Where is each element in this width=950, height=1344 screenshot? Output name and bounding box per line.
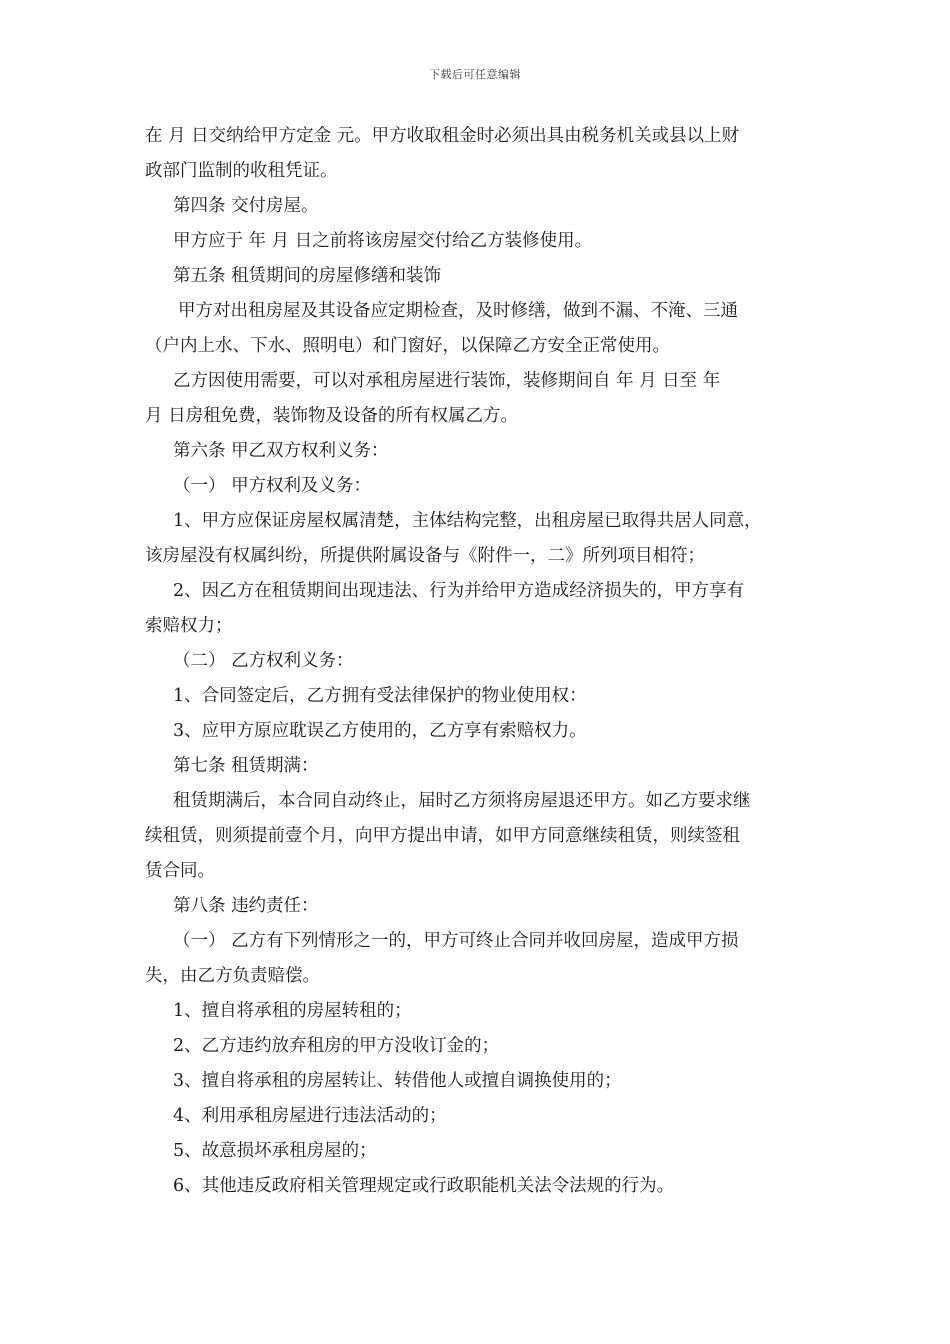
document-body xyxy=(145,119,810,1204)
document-line: （二） 乙方权利义务： xyxy=(173,651,354,671)
document-line: 月 日房租免费，装饰物及设备的所有权属乙方。 xyxy=(145,406,519,426)
document-line: 失，由乙方负责赔偿。 xyxy=(145,966,320,986)
document-line: 5、故意损坏承租房屋的； xyxy=(173,1141,377,1161)
document-line: 2、因乙方在租赁期间出现违法、行为并给甲方造成经济损失的，甲方享有 xyxy=(173,581,745,601)
document-line: 2、乙方违约放弃租房的甲方没收订金的； xyxy=(173,1036,500,1056)
document-line: 索赔权力； xyxy=(145,616,233,636)
document-line: 1、甲方应保证房屋权属清楚，主体结构完整，出租房屋已取得共居人同意， xyxy=(173,511,762,531)
document-line: 第八条 违约责任： xyxy=(173,896,319,916)
document-line: 租赁期满后，本合同自动终止，届时乙方须将房屋退还甲方。如乙方要求继 xyxy=(173,791,751,811)
document-line: 在 月 日交纳给甲方定金 元。甲方收取租金时必须出具由税务机关或县以上财 xyxy=(145,126,740,146)
document-line: 赁合同。 xyxy=(145,861,215,881)
document-line: 甲方对出租房屋及其设备应定期检查，及时修缮，做到不漏、不淹、三通 xyxy=(178,301,738,321)
document-line: 第七条 租赁期满： xyxy=(173,756,319,776)
document-line: 乙方因使用需要，可以对承租房屋进行装饰，装修期间自 年 月 日至 年 xyxy=(173,371,721,391)
document-line: 6、其他违反政府相关管理规定或行政职能机关法令法规的行为。 xyxy=(173,1176,675,1196)
document-line: （户内上水、下水、照明电）和门窗好，以保障乙方安全正常使用。 xyxy=(145,336,670,356)
document-line: 1、擅自将承租的房屋转租的； xyxy=(173,1001,412,1021)
document-line: 第四条 交付房屋。 xyxy=(173,196,319,216)
document-line: （一） 乙方有下列情形之一的，甲方可终止合同并收回房屋，造成甲方损 xyxy=(173,931,739,951)
document-line: 4、利用承租房屋进行违法活动的； xyxy=(173,1106,447,1126)
document-line: （一） 甲方权利及义务： xyxy=(173,476,372,496)
document-line: 3、擅自将承租的房屋转让、转借他人或擅自调换使用的； xyxy=(173,1071,622,1091)
document-line: 3、应甲方原应耽误乙方使用的，乙方享有索赔权力。 xyxy=(173,721,587,741)
document-line: 1、合同签定后，乙方拥有受法律保护的物业使用权： xyxy=(173,686,587,706)
document-line: 该房屋没有权属纠纷，所提供附属设备与《附件一，二》所列项目相符； xyxy=(145,546,705,566)
document-line: 第六条 甲乙双方权利义务： xyxy=(173,441,389,461)
document-line: 第五条 租赁期间的房屋修缮和装饰 xyxy=(173,266,442,286)
document-line: 政部门监制的收租凭证。 xyxy=(145,161,338,181)
page-header: 下载后可任意编辑 xyxy=(429,68,521,81)
document-line: 甲方应于 年 月 日之前将该房屋交付给乙方装修使用。 xyxy=(173,231,593,251)
document-line: 续租赁，则须提前壹个月，向甲方提出申请，如甲方同意继续租赁，则续签租 xyxy=(145,826,740,846)
